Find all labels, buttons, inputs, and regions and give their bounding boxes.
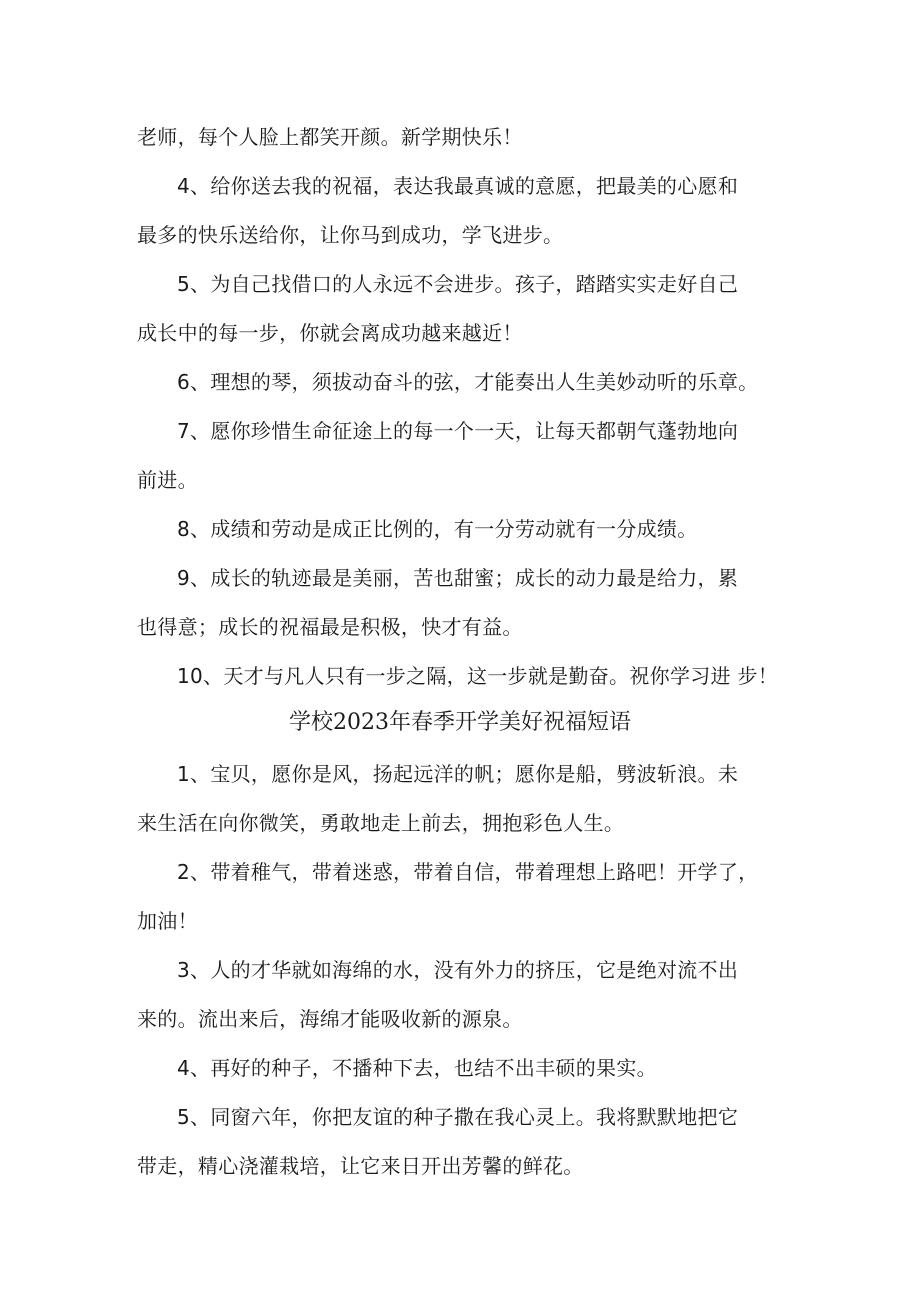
paragraph-line: 6、理想的琴，须拔动奋斗的弦，才能奏出人生美妙动听的乐章。	[177, 370, 759, 394]
paragraph-line: 带走，精心浇灌栽培，让它来日开出芳馨的鲜花。	[137, 1154, 584, 1178]
paragraph-line: 5、为自己找借口的人永远不会进步。孩子，踏踏实实走好自己	[177, 272, 739, 296]
paragraph-line: 2、带着稚气，带着迷惑，带着自信，带着理想上路吧！开学了，	[177, 860, 759, 884]
paragraph-line: 3、人的才华就如海绵的水，没有外力的挤压，它是绝对流不出	[177, 958, 739, 982]
paragraph-line: 来的。流出来后，海绵才能吸收新的源泉。	[137, 1007, 523, 1031]
paragraph-line: 8、成绩和劳动是成正比例的，有一分劳动就有一分成绩。	[177, 517, 698, 541]
paragraph-line: 加油！	[137, 909, 198, 933]
paragraph-line: 来生活在向你微笑，勇敢地走上前去，拥抱彩色人生。	[137, 811, 625, 835]
paragraph-line: 9、成长的轨迹最是美丽，苦也甜蜜；成长的动力最是给力，累	[177, 566, 739, 590]
paragraph-line: 最多的快乐送给你，让你马到成功，学飞进步。	[137, 223, 564, 247]
paragraph-line: 5、同窗六年，你把友谊的种子撒在我心灵上。我将默默地把它	[177, 1105, 739, 1129]
paragraph-line: 10、天才与凡人只有一步之隔，这一步就是勤奋。祝你学习进 步！	[177, 664, 779, 688]
paragraph-line: 7、愿你珍惜生命征途上的每一个一天，让每天都朝气蓬勃地向	[177, 419, 739, 443]
paragraph-line: 也得意；成长的祝福最是积极，快才有益。	[137, 615, 523, 639]
paragraph-line: 成长中的每一步，你就会离成功越来越近！	[137, 321, 523, 345]
paragraph-line: 前进。	[137, 468, 198, 492]
paragraph-line: 老师，每个人脸上都笑开颜。新学期快乐！	[137, 125, 523, 149]
paragraph-line: 1、宝贝，愿你是风，扬起远洋的帆；愿你是船，劈波斩浪。未	[177, 762, 739, 786]
paragraph-line: 4、给你送去我的祝福，表达我最真诚的意愿，把最美的心愿和	[177, 174, 739, 198]
paragraph-line: 4、再好的种子，不播种下去，也结不出丰硕的果实。	[177, 1056, 657, 1080]
section-title: 学校2023年春季开学美好祝福短语	[289, 710, 631, 735]
